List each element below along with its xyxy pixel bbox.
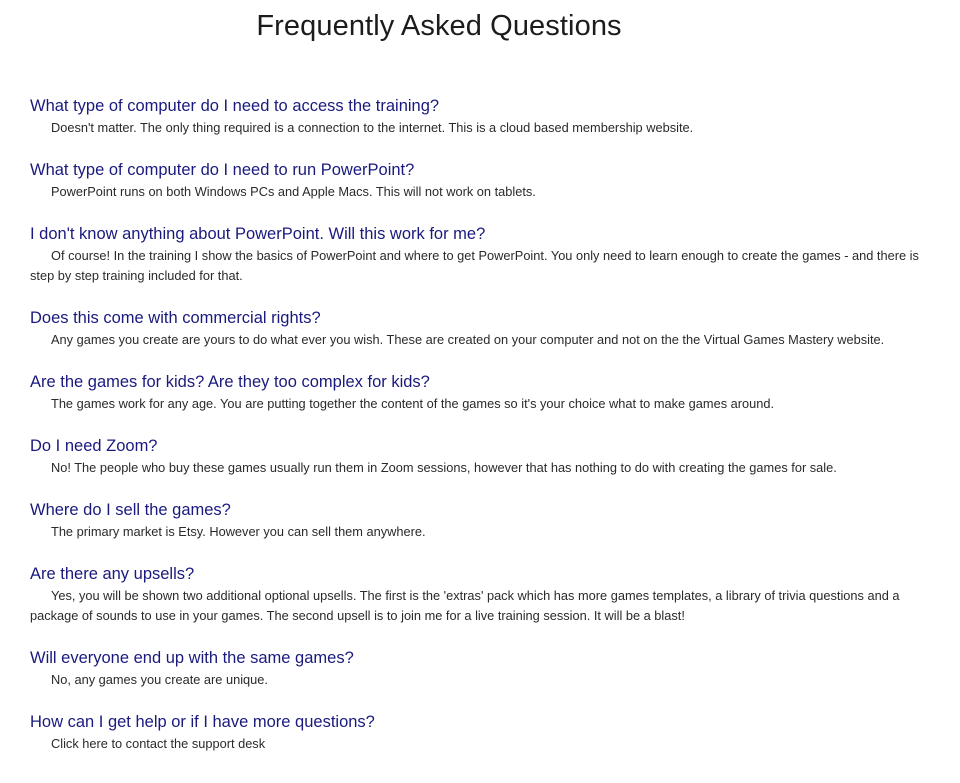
faq-answer: Doesn't matter. The only thing required is a connection to the internet. This is a cloud based membership website. xyxy=(51,120,694,135)
faq-item xyxy=(30,434,945,478)
faq-question: Are there any upsells? xyxy=(30,565,195,583)
faq-answer: The primary market is Etsy. However you can sell them anywhere. xyxy=(51,524,426,539)
faq-item xyxy=(30,710,945,754)
faq-item xyxy=(30,222,945,286)
faq-item xyxy=(30,370,945,414)
faq-question: How can I get help or if I have more questions? xyxy=(30,713,375,731)
faq-item xyxy=(30,94,945,138)
faq-question: Do I need Zoom? xyxy=(30,437,158,455)
faq-answer: The games work for any age. You are putting together the content of the games so it's your choice what to make games around. xyxy=(51,396,775,411)
faq-question: What type of computer do I need to access the training? xyxy=(30,97,440,115)
faq-question: Does this come with commercial rights? xyxy=(30,309,321,327)
faq-question: What type of computer do I need to run PowerPoint? xyxy=(30,161,415,179)
faq-item xyxy=(30,306,945,350)
support-desk-link[interactable]: Click here to contact the support desk xyxy=(51,736,266,751)
faq-question: Are the games for kids? Are they too complex for kids? xyxy=(30,373,430,391)
faq-item xyxy=(30,646,945,690)
faq-question: I don't know anything about PowerPoint. Will this work for me? xyxy=(30,225,486,243)
faq-answer: PowerPoint runs on both Windows PCs and Apple Macs. This will not work on tablets. xyxy=(51,184,536,199)
faq-list xyxy=(30,94,945,774)
page-title: Frequently Asked Questions xyxy=(256,10,622,42)
faq-item xyxy=(30,562,945,626)
faq-answer: No! The people who buy these games usually run them in Zoom sessions, however that has nothing to do with creating the games for sale. xyxy=(51,460,837,475)
faq-answer: No, any games you create are unique. xyxy=(51,672,268,687)
faq-question: Will everyone end up with the same games? xyxy=(30,649,354,667)
faq-answer: Yes, you will be shown two additional optional upsells. The first is the 'extras' pack which has more games templates, a library of trivia questions and a package of sounds to use in your games. The second upsell is to join me for a live training session. It will be a blast! xyxy=(30,588,900,623)
faq-item xyxy=(30,158,945,202)
faq-item xyxy=(30,498,945,542)
faq-answer: Of course! In the training I show the basics of PowerPoint and where to get PowerPoint. You only need to learn enough to create the games - and there is step by step training included for that. xyxy=(30,248,919,283)
faq-question: Where do I sell the games? xyxy=(30,501,231,519)
faq-answer: Any games you create are yours to do what ever you wish. These are created on your computer and not on the the Virtual Games Mastery website. xyxy=(51,332,885,347)
